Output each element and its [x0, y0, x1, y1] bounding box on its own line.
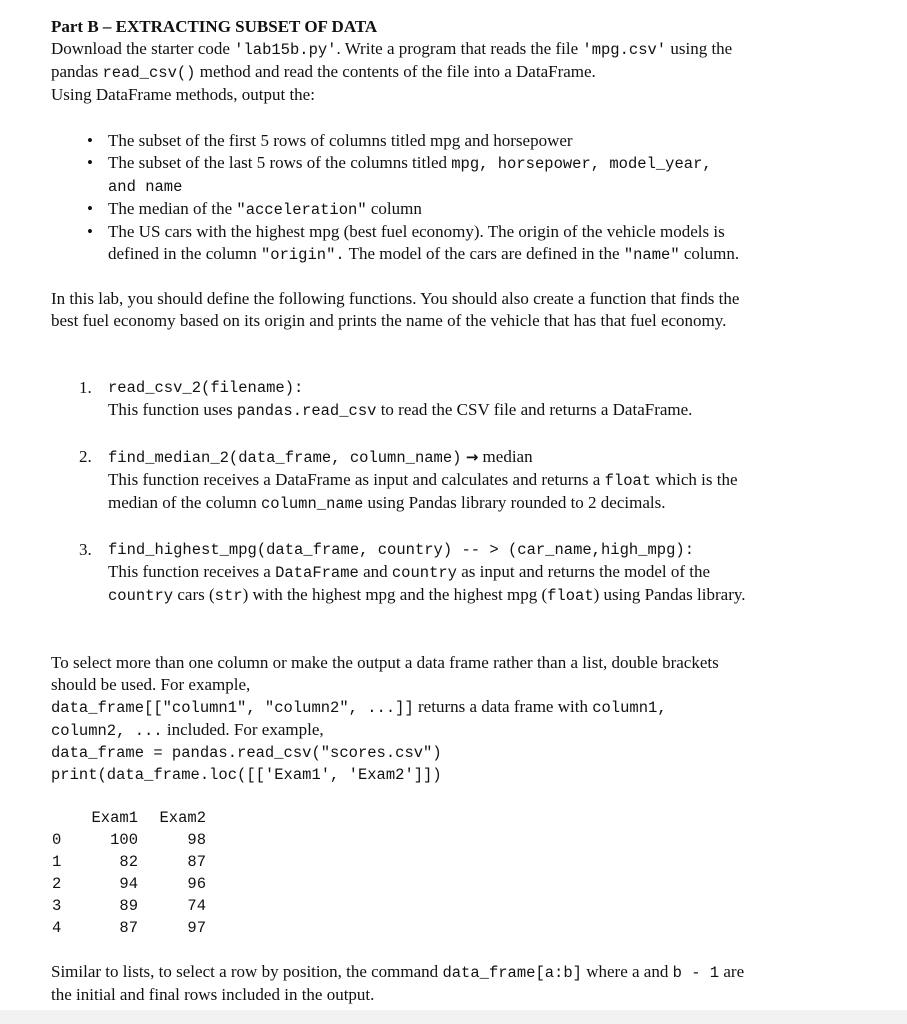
- text: column.: [679, 244, 740, 263]
- row-selection-note: [51, 961, 867, 1006]
- code: country: [391, 564, 457, 582]
- select-line: [51, 696, 867, 719]
- text: as input and returns the model of the: [457, 562, 711, 581]
- code: pandas.read_csv: [236, 402, 377, 420]
- function-signature: find_highest_mpg(data_frame, country) -- > (car_name,high_mpg):: [108, 541, 694, 559]
- read-csv-code: read_csv(): [102, 64, 196, 82]
- table-cell: 96: [187, 875, 206, 893]
- bullet-item: [75, 221, 867, 266]
- note-line: [51, 961, 867, 984]
- function-1-number: 1.: [79, 378, 92, 397]
- text: best fuel economy based on its origin and prints the name of the vehicle that has that fuel economy.: [51, 311, 727, 330]
- code: "name": [623, 246, 680, 264]
- text: This function receives a: [108, 562, 276, 581]
- code: float: [547, 587, 594, 605]
- table-cell: 94: [119, 875, 138, 893]
- text: should be used. For example,: [51, 675, 251, 694]
- row-index: 1: [52, 853, 62, 871]
- code: and name: [108, 178, 183, 196]
- select-line: [51, 719, 867, 742]
- column-header: Exam2: [159, 809, 206, 827]
- csv-filename: 'mpg.csv': [582, 41, 667, 59]
- select-columns-section: [51, 652, 867, 786]
- index-header: [52, 807, 86, 829]
- function-description: [108, 492, 867, 515]
- text: The subset of the last 5 rows of the columns titled: [108, 153, 452, 172]
- text: which is the: [651, 470, 738, 489]
- page-bottom-edge: [0, 1010, 907, 1024]
- text: using the: [666, 39, 733, 58]
- table-header-row: [52, 807, 206, 829]
- intro-line-3: Using DataFrame methods, output the:: [51, 85, 315, 104]
- code: "origin".: [260, 246, 345, 264]
- function-3: [108, 539, 867, 607]
- text: Download the starter code: [51, 39, 235, 58]
- row-index: 2: [52, 875, 62, 893]
- text: The subset of the first 5 rows of columns titled mpg and horsepower: [108, 131, 573, 150]
- code: country: [108, 587, 174, 605]
- code: column2, ...: [51, 722, 163, 740]
- bullet-item: [75, 152, 867, 198]
- function-description: [108, 584, 867, 607]
- text: and: [358, 562, 392, 581]
- text: In this lab, you should define the following functions. You should also create a function that finds the: [51, 289, 740, 308]
- text: method and read the contents of the file into a DataFrame.: [195, 62, 596, 81]
- code: column_name: [260, 495, 364, 513]
- row-index: 0: [52, 831, 62, 849]
- text: ) with the highest mpg and the highest mpg (: [242, 585, 548, 604]
- table-cell: 100: [110, 831, 138, 849]
- functions-intro: [51, 288, 867, 332]
- code: float: [604, 472, 652, 490]
- code-line: data_frame = pandas.read_csv("scores.csv"): [51, 744, 442, 762]
- arrow-right-icon: →: [465, 448, 479, 466]
- table-cell: 87: [187, 853, 206, 871]
- code: "acceleration": [236, 201, 367, 219]
- column-header: Exam1: [91, 809, 138, 827]
- text: ) using Pandas library.: [593, 585, 746, 604]
- text: the initial and final rows included in the output.: [51, 985, 375, 1004]
- row-index: 4: [52, 919, 62, 937]
- function-description: [108, 469, 867, 492]
- function-1: [108, 377, 867, 422]
- code: str: [214, 587, 243, 605]
- text: The US cars with the highest mpg (best fuel economy). The origin of the vehicle models is: [108, 222, 725, 241]
- code: DataFrame: [275, 564, 359, 582]
- intro-section: [51, 16, 867, 106]
- function-signature: [108, 446, 867, 469]
- section-heading: Part B – EXTRACTING SUBSET OF DATA: [51, 17, 378, 36]
- text: cars (: [173, 585, 215, 604]
- table-cell: 82: [119, 853, 138, 871]
- text: This function uses: [108, 400, 237, 419]
- function-signature: read_csv_2(filename):: [108, 379, 304, 397]
- code: find_median_2(data_frame, column_name): [108, 449, 462, 467]
- text: This function receives a DataFrame as input and calculates and returns a: [108, 470, 605, 489]
- text: are: [719, 962, 745, 981]
- text: median: [478, 447, 533, 466]
- code: data_frame[["column1", "column2", ...]]: [51, 699, 414, 717]
- table-row: [52, 895, 206, 917]
- code: b - 1: [672, 964, 720, 982]
- table-row: [52, 851, 206, 873]
- function-description: [108, 561, 867, 584]
- function-3-number: 3.: [79, 540, 92, 559]
- text: To select more than one column or make the output a data frame rather than a list, double brackets: [51, 653, 719, 672]
- code: data_frame[a:b]: [442, 964, 582, 982]
- intro-line-2: [51, 61, 867, 84]
- code-line: print(data_frame.loc([['Exam1', 'Exam2']]): [51, 766, 442, 784]
- output-bullet-list: [75, 130, 867, 266]
- table-cell: 89: [119, 897, 138, 915]
- text: using Pandas library rounded to 2 decimals.: [363, 493, 666, 512]
- function-description: [108, 399, 867, 422]
- text: to read the CSV file and returns a DataFrame.: [376, 400, 693, 419]
- text: returns a data frame with: [413, 697, 593, 716]
- text: pandas: [51, 62, 103, 81]
- text: where a and: [581, 962, 673, 981]
- starter-filename: 'lab15b.py': [234, 41, 337, 59]
- function-2-number: 2.: [79, 447, 92, 466]
- table-row: [52, 829, 206, 851]
- table-row: [52, 873, 206, 895]
- table-row: [52, 917, 206, 939]
- text: median of the column: [108, 493, 261, 512]
- text: defined in the column: [108, 244, 261, 263]
- text: Similar to lists, to select a row by position, the command: [51, 962, 443, 981]
- table-cell: 87: [119, 919, 138, 937]
- text: The median of the: [108, 199, 237, 218]
- code: mpg, horsepower, model_year,: [451, 155, 712, 173]
- text: column: [366, 199, 422, 218]
- intro-line-1: [51, 38, 867, 61]
- text: The model of the cars are defined in the: [344, 244, 624, 263]
- function-2: [108, 446, 867, 515]
- table-cell: 97: [187, 919, 206, 937]
- row-index: 3: [52, 897, 62, 915]
- table-cell: 74: [187, 897, 206, 915]
- dataframe-output-table: [52, 807, 206, 939]
- code: column1,: [592, 699, 667, 717]
- text: . Write a program that reads the file: [336, 39, 583, 58]
- bullet-item: [75, 198, 867, 221]
- table-cell: 98: [187, 831, 206, 849]
- bullet-item: [75, 130, 867, 152]
- text: included. For example,: [162, 720, 324, 739]
